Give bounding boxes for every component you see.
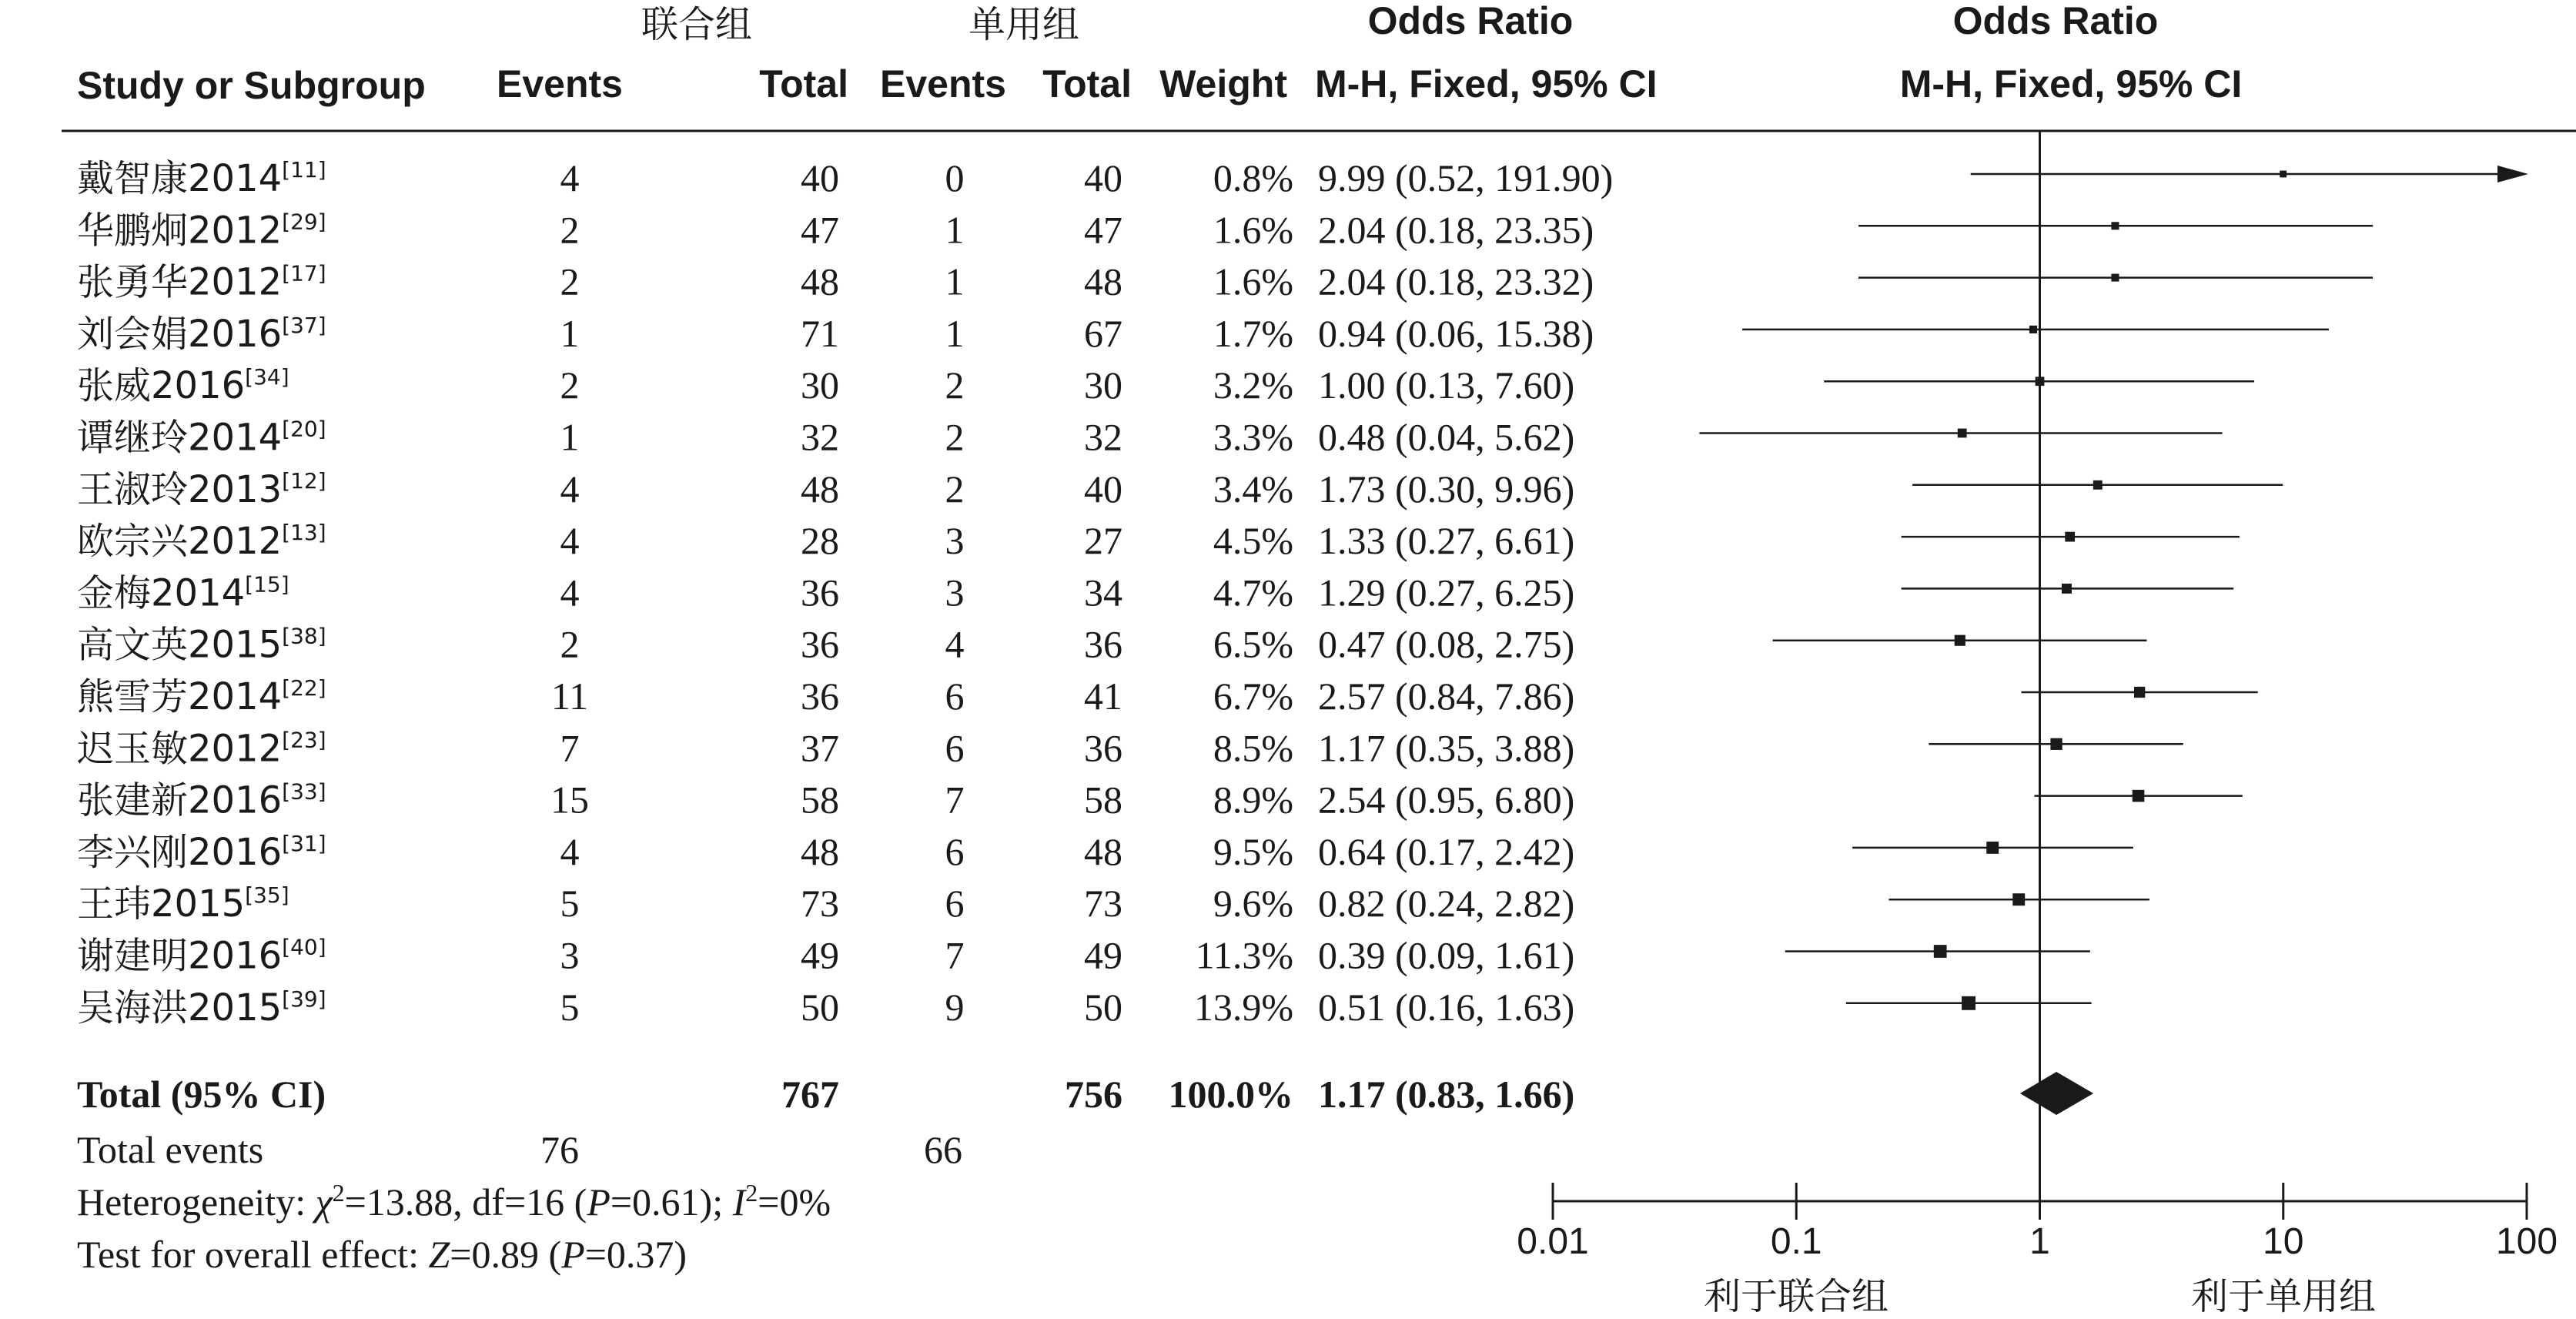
ctl-total-cell: 32: [1084, 415, 1122, 459]
exp-total-cell: 47: [801, 208, 839, 252]
total-events-label: Total events: [77, 1128, 264, 1171]
column-header-ctl-events: Events: [880, 62, 1006, 105]
plot-area: [1699, 131, 2528, 1201]
point-estimate-square: [1986, 842, 1999, 854]
weight-cell: 1.6%: [1213, 208, 1293, 252]
study-reference: [37]: [282, 312, 326, 338]
weight-cell: 4.7%: [1213, 571, 1293, 614]
exp-events-cell: 2: [560, 208, 580, 252]
study-name: [77, 157, 326, 200]
ctl-events-cell: 1: [945, 208, 965, 252]
study-name: [77, 986, 326, 1029]
study-name-text: 李兴刚2016: [77, 830, 283, 874]
study-name-text: 王淑玲2013: [77, 467, 283, 511]
point-estimate-square: [2012, 893, 2025, 906]
study-name: [77, 779, 326, 822]
study-reference: [33]: [282, 778, 326, 805]
weight-cell: 9.6%: [1213, 882, 1293, 926]
study-reference: [23]: [282, 727, 326, 753]
ctl-events-cell: 6: [945, 726, 965, 770]
ctl-events-cell: 6: [945, 882, 965, 926]
exp-events-cell: 4: [560, 156, 580, 199]
chart-title-plot: Odds Ratio: [1952, 0, 2159, 42]
ci-cell: 2.54 (0.95, 6.80): [1318, 778, 1575, 822]
study-reference: [38]: [282, 623, 326, 649]
ctl-total-cell: 40: [1084, 156, 1122, 199]
point-estimate-square: [1934, 945, 1947, 958]
exp-total-cell: 48: [801, 259, 839, 303]
study-reference: [15]: [245, 571, 289, 598]
ci-cell: 9.99 (0.52, 191.90): [1318, 156, 1614, 199]
weight-cell: 3.2%: [1213, 363, 1293, 407]
exp-events-cell: 7: [560, 726, 580, 770]
ctl-total-cell: 67: [1084, 311, 1122, 355]
x-tick-label: 100: [2495, 1221, 2558, 1262]
column-header-exp-events: Events: [497, 62, 623, 105]
ci-cell: 1.33 (0.27, 6.61): [1318, 519, 1575, 563]
ctl-events-cell: 2: [945, 467, 965, 511]
ctl-events-cell: 1: [945, 311, 965, 355]
study-reference: [22]: [282, 675, 326, 701]
ctl-events-cell: 7: [945, 778, 965, 822]
ci-cell: 0.82 (0.24, 2.82): [1318, 882, 1575, 926]
point-estimate-square: [1962, 996, 1975, 1010]
weight-cell: 4.5%: [1213, 519, 1293, 563]
study-name: [77, 882, 289, 926]
exp-total-cell: 40: [801, 156, 839, 199]
weight-cell: 11.3%: [1195, 933, 1293, 977]
ctl-events-cell: 1: [945, 259, 965, 303]
total-weight: 100.0%: [1168, 1073, 1293, 1116]
point-estimate-square: [2134, 687, 2145, 698]
weight-cell: 8.5%: [1213, 726, 1293, 770]
weight-cell: 13.9%: [1193, 985, 1293, 1029]
study-reference: [34]: [245, 364, 289, 390]
study-name-text: 金梅2014: [77, 571, 246, 615]
study-reference: [20]: [282, 416, 326, 442]
point-estimate-square: [2036, 377, 2045, 386]
ctl-events-cell: 4: [945, 622, 965, 666]
study-name-text: 吴海洪2015: [77, 986, 283, 1029]
study-name-text: 张威2016: [77, 364, 246, 408]
ci-cell: 2.57 (0.84, 7.86): [1318, 675, 1575, 718]
axis-right-label: 利于单用组: [2190, 1275, 2377, 1318]
x-tick-label: 0.01: [1517, 1221, 1589, 1262]
point-estimate-square: [2280, 171, 2287, 178]
ctl-total-cell: 48: [1084, 259, 1122, 303]
study-name: [77, 313, 326, 356]
exp-events-cell: 4: [560, 519, 580, 563]
point-estimate-square: [1958, 429, 1967, 438]
point-estimate-square: [2029, 326, 2037, 333]
exp-total-cell: 36: [801, 571, 839, 614]
ctl-events-cell: 3: [945, 571, 965, 614]
study-name-text: 张建新2016: [77, 778, 283, 822]
study-name: [77, 468, 326, 511]
study-reference: [31]: [282, 830, 326, 856]
exp-total-cell: 30: [801, 363, 839, 407]
exp-events-cell: 1: [560, 415, 580, 459]
ci-cell: 1.00 (0.13, 7.60): [1318, 363, 1575, 407]
study-name-text: 张勇华2012: [77, 260, 283, 304]
point-estimate-square: [2111, 274, 2119, 282]
plot-subtitle: M-H, Fixed, 95% CI: [1899, 62, 2243, 105]
ctl-events-cell: 7: [945, 933, 965, 977]
study-reference: [40]: [282, 934, 326, 960]
study-name: [77, 261, 326, 304]
ctl-total-cell: 34: [1084, 571, 1122, 614]
ctl-total-cell: 58: [1084, 778, 1122, 822]
column-header-weight: Weight: [1159, 62, 1287, 105]
x-tick-label: 10: [2263, 1221, 2304, 1262]
weight-cell: 9.5%: [1213, 829, 1293, 873]
ci-cell: 0.51 (0.16, 1.63): [1318, 985, 1575, 1029]
axis-left-label: 利于联合组: [1703, 1275, 1889, 1318]
exp-events-cell: 5: [560, 985, 580, 1029]
study-reference: [17]: [282, 260, 326, 286]
study-name-text: 欧宗兴2012: [77, 520, 283, 564]
exp-total-cell: 36: [801, 675, 839, 718]
study-reference: [13]: [282, 520, 326, 546]
exp-events-cell: 2: [560, 363, 580, 407]
point-estimate-square: [2050, 738, 2062, 750]
overall-effect-text: Test for overall effect: Z=0.89 (P=0.37): [77, 1233, 687, 1276]
ci-cell: 1.73 (0.30, 9.96): [1318, 467, 1575, 511]
ctl-total-cell: 36: [1084, 622, 1122, 666]
ctl-events-cell: 0: [945, 156, 965, 199]
point-estimate-square: [2093, 480, 2103, 490]
chart-title-table: Odds Ratio: [1367, 0, 1574, 42]
ci-cell: 1.17 (0.35, 3.88): [1318, 726, 1575, 770]
total-events-ctl: 66: [924, 1128, 962, 1171]
total-events-exp: 76: [540, 1128, 579, 1171]
x-axis-ticks: [1517, 1183, 2558, 1262]
ci-cell: 1.29 (0.27, 6.25): [1318, 571, 1575, 614]
study-name: [77, 417, 326, 460]
ctl-events-cell: 2: [945, 363, 965, 407]
exp-total-cell: 32: [801, 415, 839, 459]
x-tick-label: 1: [2029, 1221, 2050, 1262]
ctl-events-cell: 3: [945, 519, 965, 563]
column-header-ctl-total: Total: [1042, 62, 1132, 105]
ctl-events-cell: 6: [945, 829, 965, 873]
weight-cell: 6.5%: [1213, 622, 1293, 666]
exp-events-cell: 2: [560, 259, 580, 303]
exp-events-cell: 11: [550, 675, 589, 718]
study-name: [77, 935, 326, 978]
study-name-text: 高文英2015: [77, 623, 283, 667]
total-label: Total (95% CI): [77, 1073, 326, 1116]
exp-events-cell: 4: [560, 571, 580, 614]
ci-cell: 2.04 (0.18, 23.35): [1318, 208, 1594, 252]
total-ci: 1.17 (0.83, 1.66): [1318, 1073, 1575, 1116]
weight-cell: 3.4%: [1213, 467, 1293, 511]
study-name-text: 熊雪芳2014: [77, 675, 283, 718]
study-name: [77, 364, 289, 407]
ctl-total-cell: 49: [1084, 933, 1122, 977]
study-name-text: 王玮2015: [77, 882, 246, 926]
x-tick-label: 0.1: [1770, 1221, 1822, 1262]
exp-events-cell: 1: [560, 311, 580, 355]
group-header-control: 单用组: [968, 3, 1080, 46]
study-name: [77, 520, 326, 563]
weight-cell: 1.7%: [1213, 311, 1293, 355]
study-name: [77, 209, 326, 252]
study-name-text: 迟玉敏2012: [77, 727, 283, 771]
ci-cell: 2.04 (0.18, 23.32): [1318, 259, 1594, 303]
exp-total-cell: 73: [801, 882, 839, 926]
ctl-total-cell: 50: [1084, 985, 1122, 1029]
study-reference: [12]: [282, 467, 326, 494]
column-header-effect: M-H, Fixed, 95% CI: [1315, 62, 1658, 105]
ci-cell: 0.48 (0.04, 5.62): [1318, 415, 1575, 459]
study-name: [77, 571, 289, 614]
total-ctl-total: 756: [1065, 1073, 1122, 1116]
ctl-events-cell: 9: [945, 985, 965, 1029]
ci-cell: 0.47 (0.08, 2.75): [1318, 622, 1575, 666]
ctl-total-cell: 27: [1084, 519, 1122, 563]
ctl-events-cell: 6: [945, 675, 965, 718]
point-estimate-square: [2062, 584, 2072, 594]
exp-total-cell: 36: [801, 622, 839, 666]
exp-events-cell: 5: [560, 882, 580, 926]
study-reference: [29]: [282, 209, 326, 235]
study-name-text: 戴智康2014: [77, 157, 283, 200]
exp-total-cell: 28: [801, 519, 839, 563]
ctl-total-cell: 30: [1084, 363, 1122, 407]
point-estimate-square: [2065, 532, 2075, 542]
column-header-study: Study or Subgroup: [77, 64, 426, 107]
pooled-diamond: [2020, 1072, 2093, 1115]
exp-total-cell: 50: [801, 985, 839, 1029]
ci-cell: 0.39 (0.09, 1.61): [1318, 933, 1575, 977]
exp-total-cell: 71: [801, 311, 839, 355]
exp-total-cell: 37: [801, 726, 839, 770]
exp-total-cell: 58: [801, 778, 839, 822]
study-reference: [11]: [282, 157, 326, 182]
study-name-text: 谢建明2016: [77, 934, 283, 978]
column-header-exp-total: Total: [759, 62, 848, 105]
ctl-total-cell: 40: [1084, 467, 1122, 511]
exp-events-cell: 15: [550, 778, 589, 822]
point-estimate-square: [2133, 790, 2145, 802]
exp-events-cell: 3: [560, 933, 580, 977]
ctl-total-cell: 36: [1084, 726, 1122, 770]
study-name: [77, 624, 326, 667]
weight-cell: 3.3%: [1213, 415, 1293, 459]
point-estimate-square: [2111, 222, 2119, 229]
weight-cell: 1.6%: [1213, 259, 1293, 303]
exp-events-cell: 4: [560, 467, 580, 511]
weight-cell: 8.9%: [1213, 778, 1293, 822]
study-name-text: 华鹏炯2012: [77, 209, 283, 253]
study-reference: [35]: [245, 882, 289, 909]
exp-total-cell: 48: [801, 829, 839, 873]
exp-total-cell: 48: [801, 467, 839, 511]
ctl-total-cell: 48: [1084, 829, 1122, 873]
study-name: [77, 831, 326, 874]
ctl-events-cell: 2: [945, 415, 965, 459]
study-name: [77, 675, 326, 718]
ci-cell: 0.94 (0.06, 15.38): [1318, 311, 1594, 355]
exp-total-cell: 49: [801, 933, 839, 977]
total-exp-total: 767: [781, 1073, 839, 1116]
study-name: [77, 727, 326, 770]
exp-events-cell: 4: [560, 829, 580, 873]
study-reference: [39]: [282, 986, 326, 1012]
ctl-total-cell: 47: [1084, 208, 1122, 252]
ctl-total-cell: 73: [1084, 882, 1122, 926]
ci-arrow: [2497, 166, 2528, 182]
point-estimate-square: [1955, 635, 1965, 646]
study-name-text: 谭继玲2014: [77, 416, 283, 460]
group-header-experimental: 联合组: [641, 3, 753, 46]
study-rows: [77, 156, 1613, 1029]
ctl-total-cell: 41: [1084, 675, 1122, 718]
study-name-text: 刘会娟2016: [77, 312, 283, 356]
weight-cell: 0.8%: [1213, 156, 1293, 199]
ci-cell: 0.64 (0.17, 2.42): [1318, 829, 1575, 873]
exp-events-cell: 2: [560, 622, 580, 666]
weight-cell: 6.7%: [1213, 675, 1293, 718]
heterogeneity-text: Heterogeneity: $\chi^2=13.88$, df=16 (P=0.61); $I^2=0\%$: [77, 1179, 831, 1224]
